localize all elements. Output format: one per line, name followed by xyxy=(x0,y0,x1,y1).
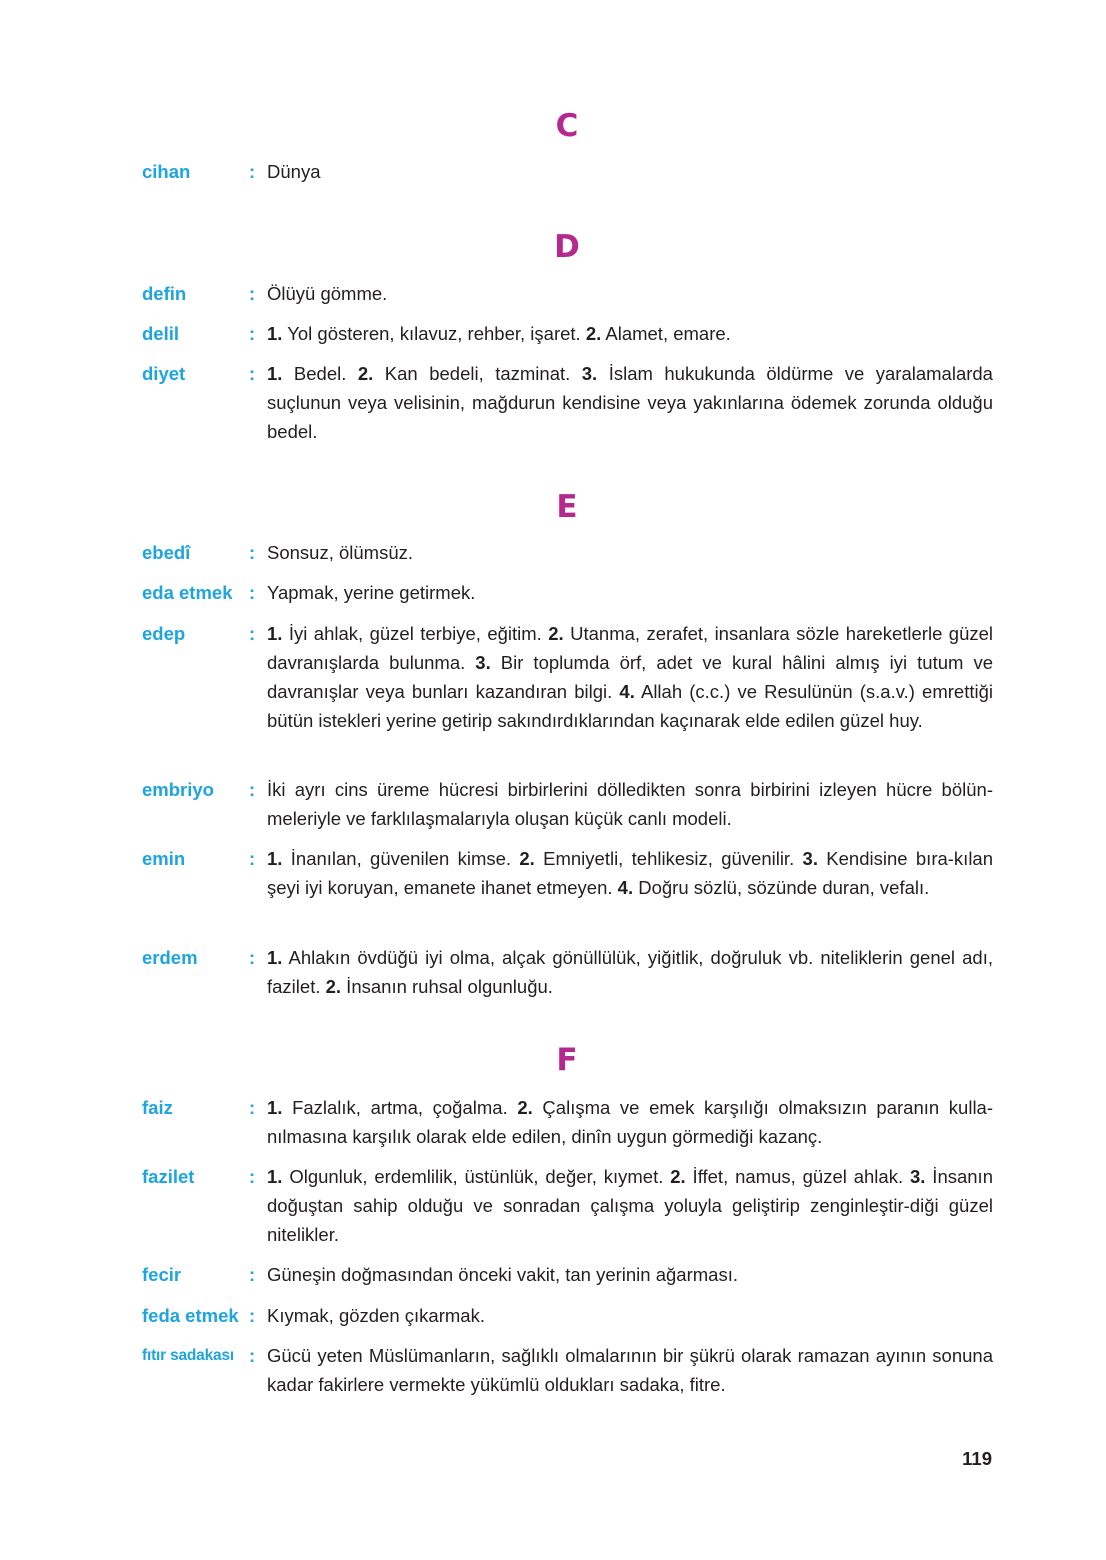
definition-number: 1. xyxy=(267,848,283,869)
definition-number: 1. xyxy=(267,947,283,968)
entry-separator: : xyxy=(249,1166,256,1187)
entry-separator: : xyxy=(249,542,256,563)
definition-number: 1. xyxy=(267,1166,283,1187)
entry-ebedi xyxy=(142,538,993,567)
entry-definition xyxy=(267,1260,993,1289)
entry-separator: : xyxy=(249,161,256,182)
definition-number: 2. xyxy=(548,623,564,644)
definition-number: 2. xyxy=(585,323,602,344)
entry-separator: : xyxy=(249,623,256,644)
definition-text: Emniyetli, tehlikesiz, güvenilir. xyxy=(534,848,803,869)
entry-separator: : xyxy=(249,363,256,384)
definition-text: Çalışma ve emek karşılığı olmaksızın paranın kulla-nılmasına karşılık olarak elde edilen, dinîn uygun görmediği kazanç. xyxy=(267,1097,994,1147)
entry-definition xyxy=(267,1093,993,1151)
entry-term: fıtır sadakası xyxy=(142,1347,234,1364)
definition-text: Ölüyü gömme. xyxy=(267,283,388,304)
definition-number: 1. xyxy=(267,323,283,344)
entry-delil xyxy=(142,319,993,348)
entry-term: fazilet xyxy=(142,1166,195,1187)
entry-definition xyxy=(267,775,993,833)
definition-number: 3. xyxy=(475,652,491,673)
entry-erdem xyxy=(142,943,993,1001)
entry-term: ebedî xyxy=(142,542,191,563)
entry-definition xyxy=(267,157,993,186)
entry-emin xyxy=(142,844,993,902)
definition-text: Doğru sözlü, sözünde duran, vefalı. xyxy=(633,877,930,898)
definition-text: İyi ahlak, güzel terbiye, eğitim. xyxy=(282,623,549,644)
definition-number: 2. xyxy=(670,1166,686,1187)
entry-separator: : xyxy=(249,779,256,800)
entry-fitir-sadakasi xyxy=(142,1341,993,1399)
entry-separator: : xyxy=(249,848,256,869)
definition-number: 2. xyxy=(325,976,342,997)
entry-term: cihan xyxy=(142,161,191,182)
entry-term: eda etmek xyxy=(142,582,233,603)
definition-number: 3. xyxy=(802,848,818,869)
section-letter-d: D xyxy=(554,229,580,265)
entry-separator: : xyxy=(249,1264,256,1285)
section-letter-f: F xyxy=(556,1042,578,1078)
definition-text: Yapmak, yerine getirmek. xyxy=(267,582,476,603)
definition-text: Utanma, zerafet, insanlara sözle hareketlerle güzel davranışlarda bulunma. xyxy=(267,623,994,673)
definition-text: Alamet, emare. xyxy=(601,323,731,344)
entry-term: diyet xyxy=(142,363,186,384)
definition-text: İnsanın doğuştan sahip olduğu ve sonradan çalışma yoluyla geliştirip zenginleştir-diği güzel nitelikler. xyxy=(267,1166,993,1245)
entry-cihan xyxy=(142,157,993,186)
definition-text: İnanılan, güvenilen kimse. xyxy=(282,848,520,869)
definition-text: Ahlakın övdüğü iyi olma, alçak gönüllülük, yiğitlik, doğruluk vb. niteliklerin genel adı, fazilet. xyxy=(267,947,993,997)
definition-text: Kıymak, gözden çıkarmak. xyxy=(267,1305,485,1326)
definition-number: 1. xyxy=(267,1097,283,1118)
definition-text: İnsanın ruhsal olgunluğu. xyxy=(341,976,553,997)
entry-definition xyxy=(267,943,993,1001)
definition-text: Olgunluk, erdemlilik, üstünlük, değer, kıymet. xyxy=(282,1166,671,1187)
entry-separator: : xyxy=(249,947,256,968)
entry-eda-etmek xyxy=(142,578,993,607)
definition-number: 1. xyxy=(267,623,283,644)
entry-definition xyxy=(267,1301,993,1330)
entry-term: defin xyxy=(142,283,187,304)
definition-text: İslam hukukunda öldürme ve yaralamalarda suçlunun veya velisinin, mağdurun kendisine veya yakınlarına ödemek zorunda olduğu bedel. xyxy=(267,363,993,442)
entry-edep xyxy=(142,619,993,735)
section-letter-c: C xyxy=(555,108,579,144)
definition-text: Allah (c.c.) ve Resulünün (s.a.v.) emrettiği bütün istekleri yerine getirip sakındırdıklarından kaçınarak elde edilen güzel huy. xyxy=(267,681,993,731)
definition-number: 1. xyxy=(267,363,283,384)
definition-number: 3. xyxy=(581,363,598,384)
entry-definition xyxy=(267,578,993,607)
definition-text: Bedel. xyxy=(282,363,358,384)
entry-embriyo xyxy=(142,775,993,833)
definition-text: Dünya xyxy=(267,161,321,182)
entry-definition xyxy=(267,1341,993,1399)
section-letter-e: E xyxy=(556,489,578,525)
entry-separator: : xyxy=(249,582,256,603)
entry-feda-etmek xyxy=(142,1301,993,1330)
entry-term: faiz xyxy=(142,1097,173,1118)
entry-fazilet xyxy=(142,1162,993,1249)
entry-fecir xyxy=(142,1260,993,1289)
definition-text: Bir toplumda örf, adet ve kural hâlini almış iyi tutum ve davranışlar veya bunları kazandıran bilgi. xyxy=(267,652,993,702)
entry-definition xyxy=(267,844,993,902)
definition-number: 4. xyxy=(619,681,635,702)
entry-separator: : xyxy=(249,1345,256,1366)
definition-number: 2. xyxy=(357,363,374,384)
definition-text: Sonsuz, ölümsüz. xyxy=(267,542,414,563)
definition-text: İffet, namus, güzel ahlak. xyxy=(685,1166,910,1187)
definition-text: İki ayrı cins üreme hücresi birbirlerini dölledikten sonra birbirini izleyen hücre bölün-meleriyle ve farklılaşmalarıyla oluşan küçük canlı modeli. xyxy=(267,779,993,829)
definition-number: 4. xyxy=(617,877,634,898)
entry-definition xyxy=(267,1162,993,1249)
definition-text: Kendisine bıra-kılan şeyi iyi koruyan, emanete ihanet etmeyen. xyxy=(267,848,994,898)
definition-number: 2. xyxy=(519,848,535,869)
entry-term: feda etmek xyxy=(142,1305,239,1326)
definition-text: Güneşin doğmasından önceki vakit, tan yerinin ağarması. xyxy=(267,1264,738,1285)
definition-text: Yol gösteren, kılavuz, rehber, işaret. xyxy=(282,323,586,344)
entry-separator: : xyxy=(249,283,256,304)
page-number: 119 xyxy=(962,1448,992,1469)
entry-definition xyxy=(267,359,993,446)
entry-term: delil xyxy=(142,323,180,344)
definition-number: 2. xyxy=(517,1097,533,1118)
definition-text: Fazlalık, artma, çoğalma. xyxy=(282,1097,518,1118)
entry-term: fecir xyxy=(142,1264,182,1285)
entry-defin xyxy=(142,279,993,308)
entry-term: emin xyxy=(142,848,186,869)
entry-term: edep xyxy=(142,623,186,644)
entry-faiz xyxy=(142,1093,993,1151)
entry-term: embriyo xyxy=(142,779,214,800)
entry-definition xyxy=(267,538,993,567)
definition-text: Gücü yeten Müslümanların, sağlıklı olmalarının bir şükrü olarak ramazan ayının sonuna kadar fakirlere vermekte yükümlü oldukları sadaka, fitre. xyxy=(267,1345,993,1395)
definition-number: 3. xyxy=(909,1166,926,1187)
definition-text: Kan bedeli, tazminat. xyxy=(373,363,582,384)
entry-definition xyxy=(267,279,993,308)
entry-separator: : xyxy=(249,323,256,344)
entry-definition xyxy=(267,619,993,735)
entry-separator: : xyxy=(249,1097,256,1118)
entry-term: erdem xyxy=(142,947,198,968)
entry-diyet xyxy=(142,359,993,446)
entry-separator: : xyxy=(249,1305,256,1326)
entry-definition xyxy=(267,319,993,348)
